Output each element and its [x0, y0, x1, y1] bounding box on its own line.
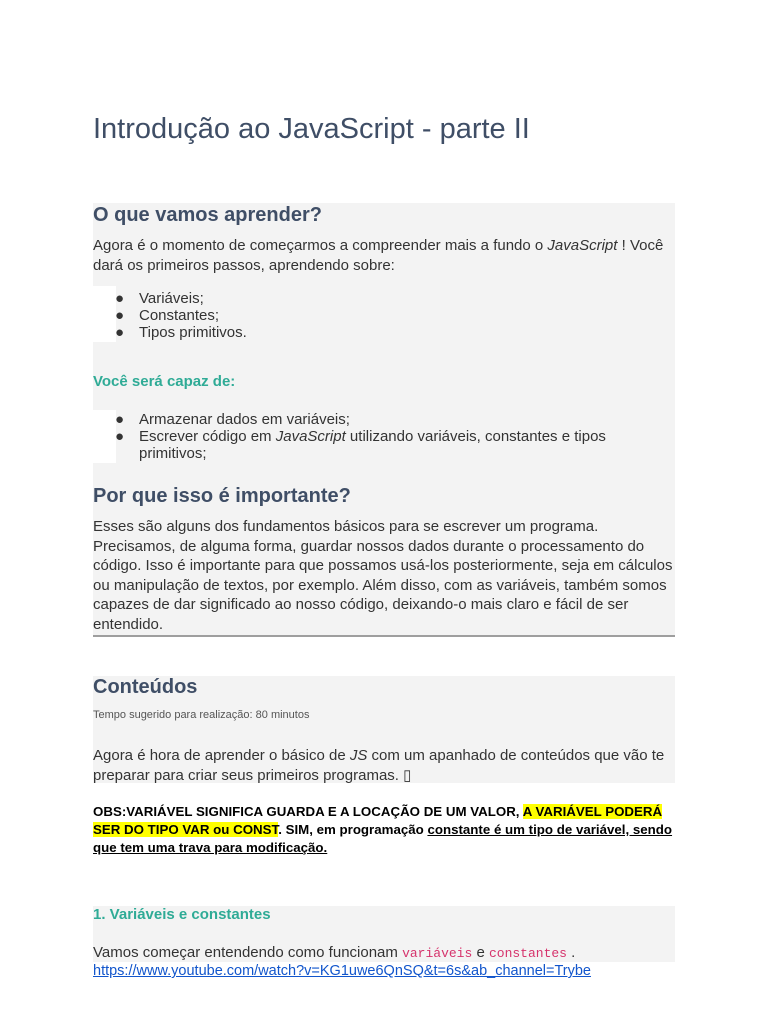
- list-item: ● Tipos primitivos.: [115, 324, 247, 341]
- youtube-link[interactable]: https://www.youtube.com/watch?v=KG1uwe6QnSQ&t=6s&ab_channel=Trybe: [93, 963, 591, 979]
- suggested-time: Tempo sugerido para realização: 80 minutos: [93, 709, 310, 721]
- topics-list: [93, 290, 653, 341]
- divider: [93, 635, 675, 637]
- why-heading: Por que isso é importante?: [93, 485, 351, 507]
- section1-text: Vamos começar entendendo como funcionam variáveis e constantes .: [93, 944, 576, 961]
- list-item: ● Variáveis;: [115, 290, 204, 307]
- contents-intro: Agora é hora de aprender o básico de JS com um apanhado de conteúdos que vão te preparar para criar seus primeiros programas. ▯: [93, 747, 665, 784]
- highlighted-text: A VARIÁVEL PODERÁ SER DO TIPO VAR ou CONST: [93, 804, 663, 837]
- list-item: ● Escrever código em JavaScript utilizando variáveis, constantes e tipos primitivos;: [115, 428, 606, 462]
- code-variaveis: variáveis: [402, 946, 473, 961]
- capable-list: [93, 411, 653, 462]
- obs-note: OBS:VARIÁVEL SIGNIFICA GUARDA E A LOCAÇÃO DE UM VALOR, A VARIÁVEL PODERÁ SER DO TIPO VAR ou CONST. SIM, em programação constante é um tipo de variável, sendo que tem uma trava para modificação.: [93, 804, 673, 855]
- code-constantes: constantes: [488, 946, 567, 961]
- page-title: Introdução ao JavaScript - parte II: [93, 113, 530, 145]
- section1-heading: 1. Variáveis e constantes: [93, 906, 271, 923]
- learn-heading: O que vamos aprender?: [93, 204, 322, 226]
- capable-heading: Você será capaz de:: [93, 373, 236, 390]
- missing-glyph-icon: ▯: [403, 766, 412, 784]
- list-item: ● Constantes;: [115, 307, 220, 324]
- contents-heading: Conteúdos: [93, 676, 198, 698]
- list-item: ● Armazenar dados em variáveis;: [115, 411, 350, 428]
- why-text: Esses são alguns dos fundamentos básicos para se escrever um programa. Precisamos, de alguma forma, guardar nossos dados durante o processamento do código. Isso é importante para que possamos usá-los posteriormente, seja em cálculos ou manipulação de textos, por exemplo. Além disso, com as variáveis, também somos capazes de dar significado ao nosso código, deixando-o mais claro e fácil de ser entendido.: [93, 518, 673, 633]
- learn-intro: Agora é o momento de começarmos a compreender mais a fundo o JavaScript ! Você dará os primeiros passos, aprendendo sobre:: [93, 237, 664, 274]
- underlined-text: constante é um tipo de variável, sendo que tem uma trava para modificação.: [93, 822, 673, 855]
